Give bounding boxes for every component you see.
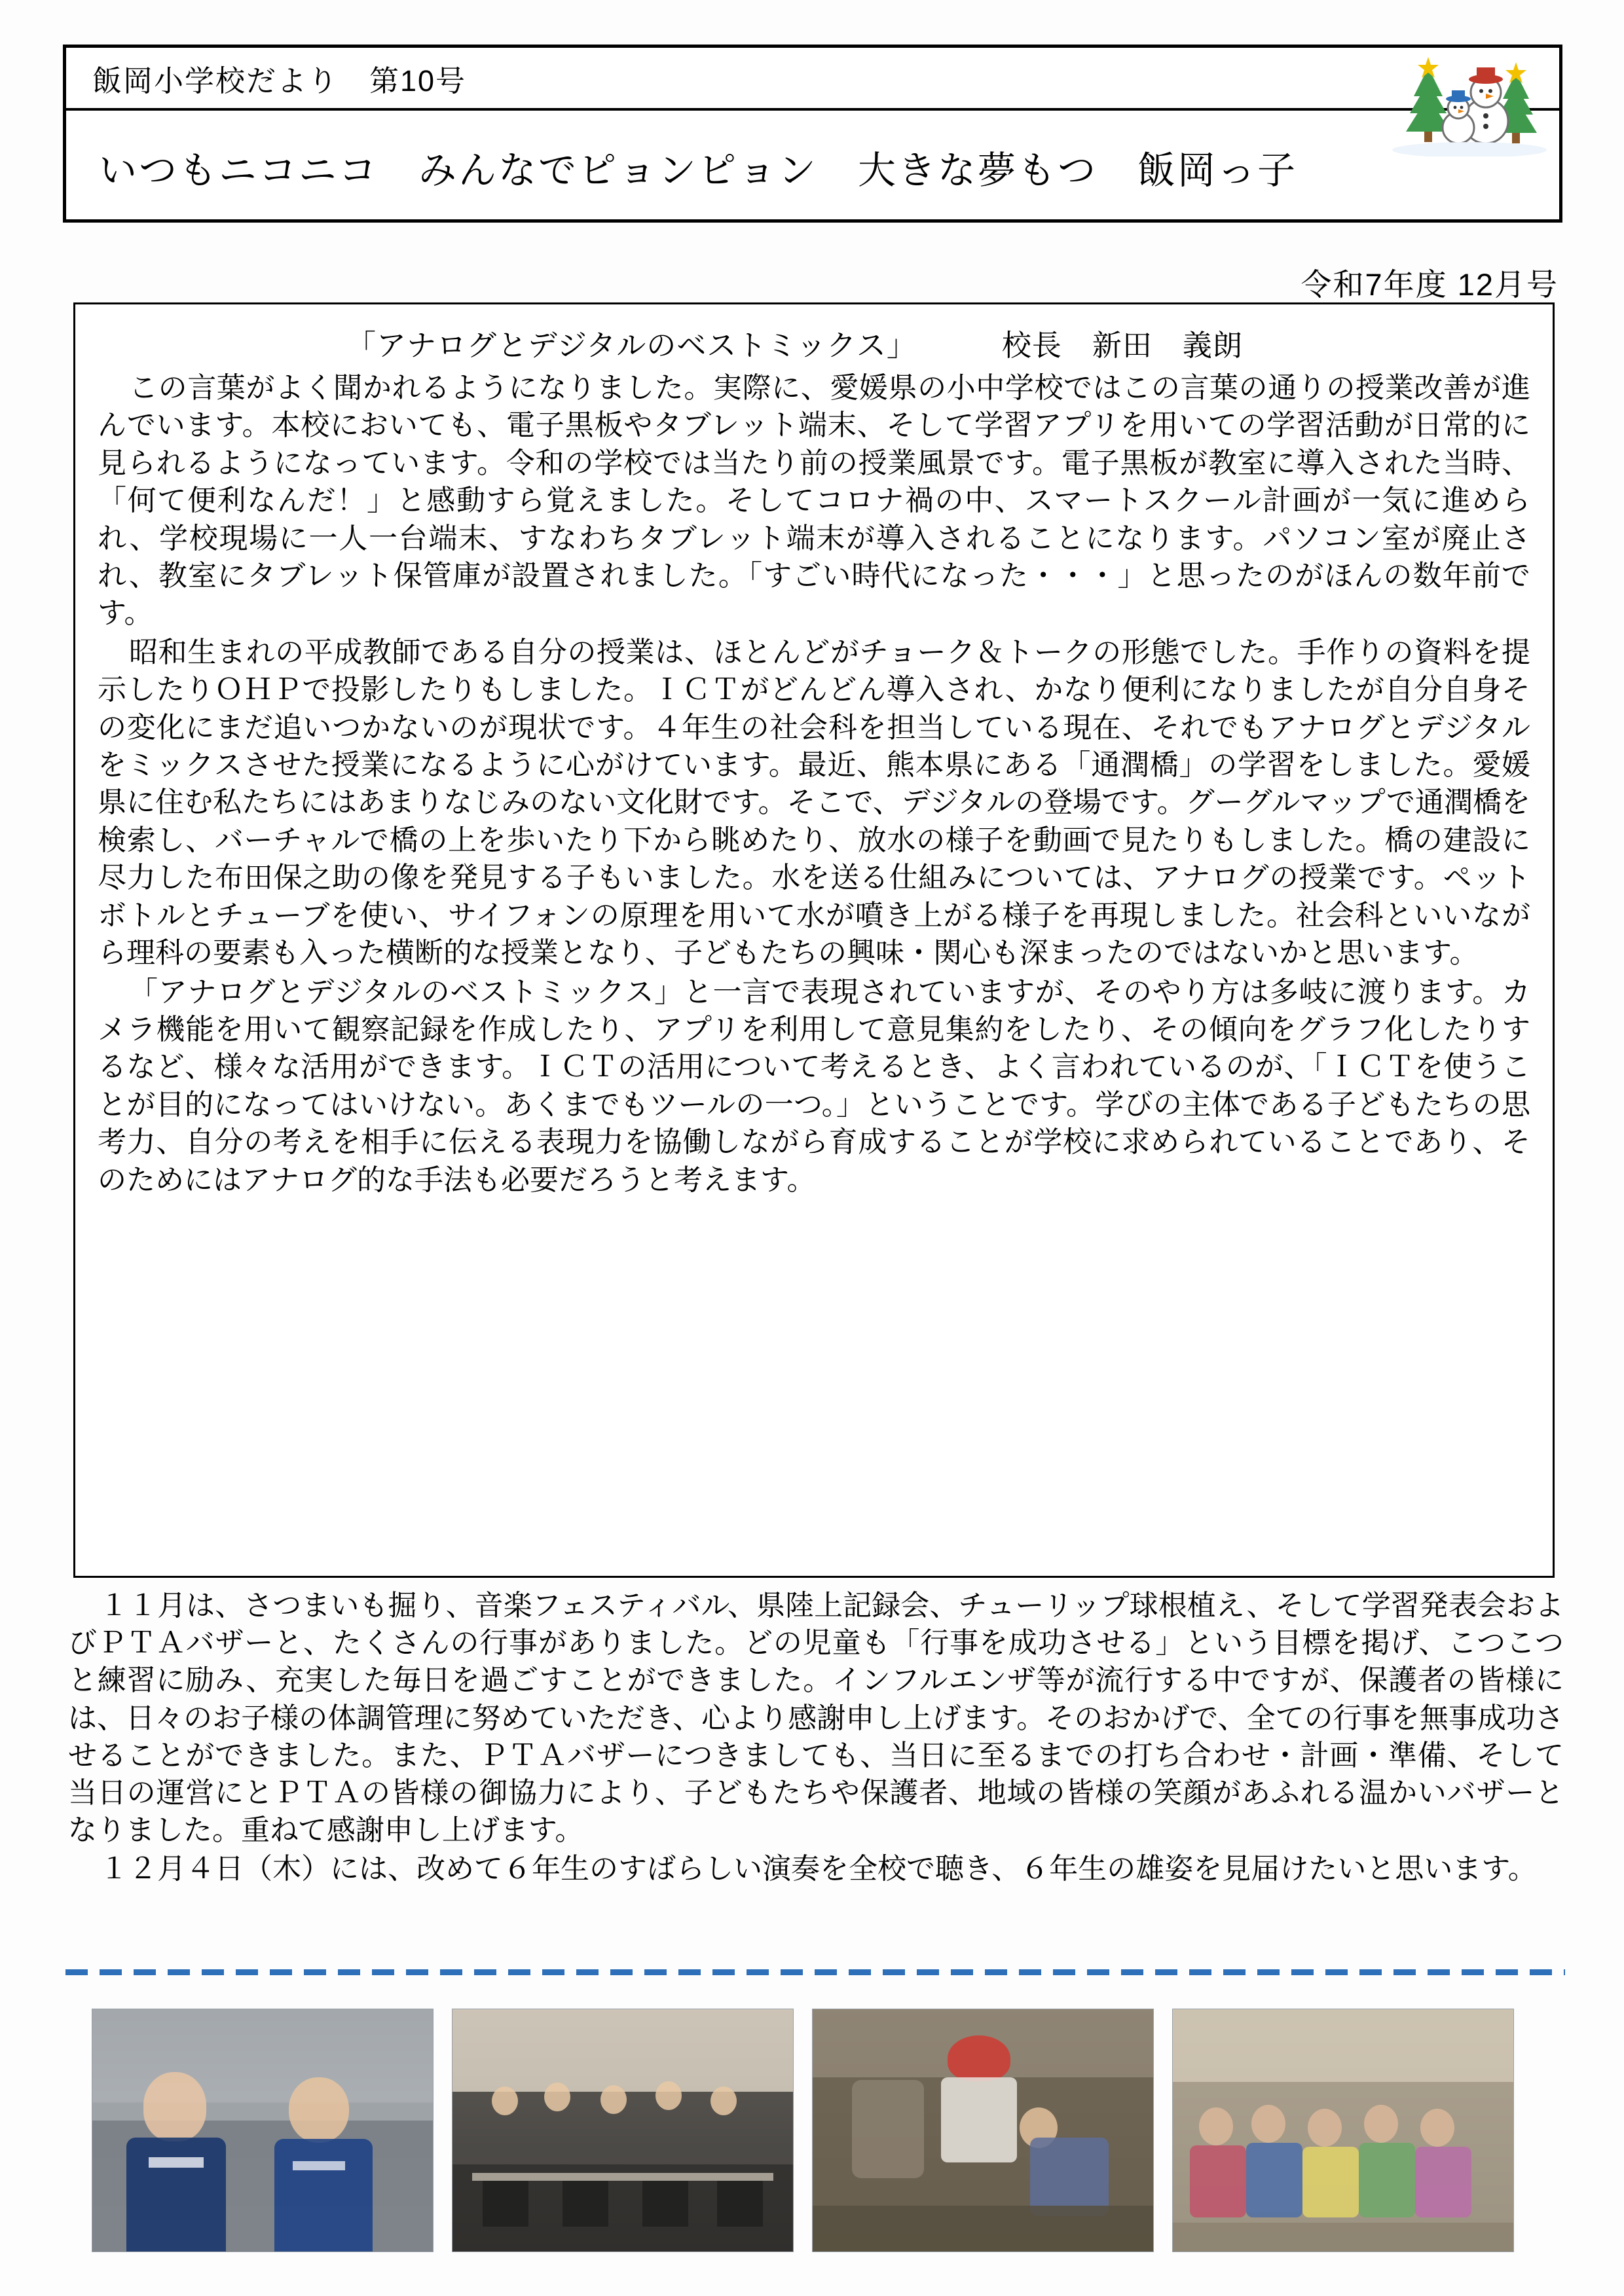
- photo-sweet-potato-digging: [812, 2009, 1154, 2252]
- principal-byline: 校長 新田 義朗: [1001, 329, 1243, 362]
- dashed-divider: [65, 1969, 1565, 1975]
- christmas-snowmen-trees-icon: [1388, 50, 1551, 156]
- photo-music-festival-performance: [452, 2009, 794, 2252]
- monthly-report-paragraph-1: １１月は、さつまいも掘り、音楽フェスティバル、県陸上記録会、チューリップ球根植え、そして学習発表会およびＰＴＡバザーと、たくさんの行事がありました。どの児童も「行事を成功させる」という目標を掲げ、こつこつと練習に励み、充実した毎日を過ごすことができました。インフルエンザ等が流行する中ですが、保護者の皆様には、日々のお子様の体調管理に努めていただき、心より感謝申し上げます。そのおかげで、全ての行事を無事成功させることができました。また、ＰＴＡバザーにつきましても、当日に至るまでの打ち合わせ・計画・準備、そして当日の運営にとＰＴＡの皆様の御協力により、子どもたちや保護者、地域の皆様の笑顔があふれる温かいバザーとなりました。重ねて感謝申し上げます。: [68, 1590, 1564, 1847]
- issue-title: 飯岡小学校だより 第10号: [92, 64, 467, 98]
- principal-title-row: [98, 321, 1530, 364]
- principal-paragraph-2: 昭和生まれの平成教師である自分の授業は、ほとんどがチョーク＆トークの形態でした。手作りの資料を提示したりＯＨＰで投影したりもしました。ＩＣＴがどんどん導入され、かなり便利になりましたが自分自身その変化にまだ追いつかないのが現状です。４年生の社会科を担当している現在、それでもアナログとデジタルをミックスさせた授業になるように心がけています。最近、熊本県にある「通潤橋」の学習をしました。愛媛県に住む私たちにはあまりなじみのない文化財です。そこで、デジタルの登場です。グーグルマップで通潤橋を検索し、バーチャルで橋の上を歩いたり下から眺めたり、放水の様子を動画で見たりもしました。橋の建設に尽力した布田保之助の像を発見する子もいました。水を送る仕組みについては、アナログの授業です。ペットボトルとチューブを使い、サイフォンの原理を用いて水が噴き上がる様子を再現しました。社会科といいながら理科の要素も入った横断的な授業となり、子どもたちの興味・関心も深まったのではないかと思います。: [98, 636, 1530, 970]
- principal-paragraph-1: この言葉がよく聞かれるようになりました。実際に、愛媛県の小中学校ではこの言葉の通りの授業改善が進んでいます。本校においても、電子黒板やタブレット端末、そして学習アプリを用いての学習活動が日常的に見られるようになっています。令和の学校では当たり前の授業風景です。電子黒板が教室に導入された当時、「何て便利なんだ！」と感動すら覚えました。そしてコロナ禍の中、スマートスクール計画が一気に進められ、学校現場に一人一台端末、すなわちタブレット端末が導入されることになります。パソコン室が廃止され、教室にタブレット保管庫が設置されました。「すごい時代になった・・・」と思ったのがほんの数年前です。: [98, 372, 1531, 630]
- masthead-bottom-row: [66, 111, 1559, 223]
- photo-track-meet-two-students: [92, 2009, 434, 2252]
- photo-gallery: [92, 2009, 1539, 2264]
- photo-school-assembly-gymnasium: [1172, 2009, 1514, 2252]
- issue-date: 令和7年度 12月号: [1301, 267, 1559, 302]
- principal-paragraph-3: 「アナログとデジタルのベストミックス」と一言で表現されていますが、そのやり方は多岐に渡ります。カメラ機能を用いて観察記録を作成したり、アプリを利用して意見集約をしたり、その傾向をグラフ化したりするなど、様々な活用ができます。ＩＣＴの活用について考えるとき、よく言われているのが、「ＩＣＴを使うことが目的になってはいけない。あくまでもツールの一つ。」ということです。学びの主体である子どもたちの思考力、自分の考えを相手に伝える表現力を協働しながら育成することが学校に求められていることであり、そのためにはアナログ的な手法も必要だろうと考えます。: [98, 975, 1530, 1196]
- masthead: [63, 45, 1562, 223]
- masthead-top-row: [66, 48, 1559, 111]
- monthly-report-paragraph-2: １２月４日（木）には、改めて６年生のすばらしい演奏を全校で聴き、６年生の雄姿を見届けたいと思います。: [100, 1853, 1537, 1886]
- principal-message-box: [73, 302, 1555, 1578]
- principal-article-title: 「アナログとデジタルのベストミックス」: [346, 329, 917, 362]
- school-slogan: いつもニコニコ みんなでピョンピョン 大きな夢もつ 飯岡っ子: [99, 149, 1298, 192]
- monthly-report-section: [68, 1587, 1564, 1889]
